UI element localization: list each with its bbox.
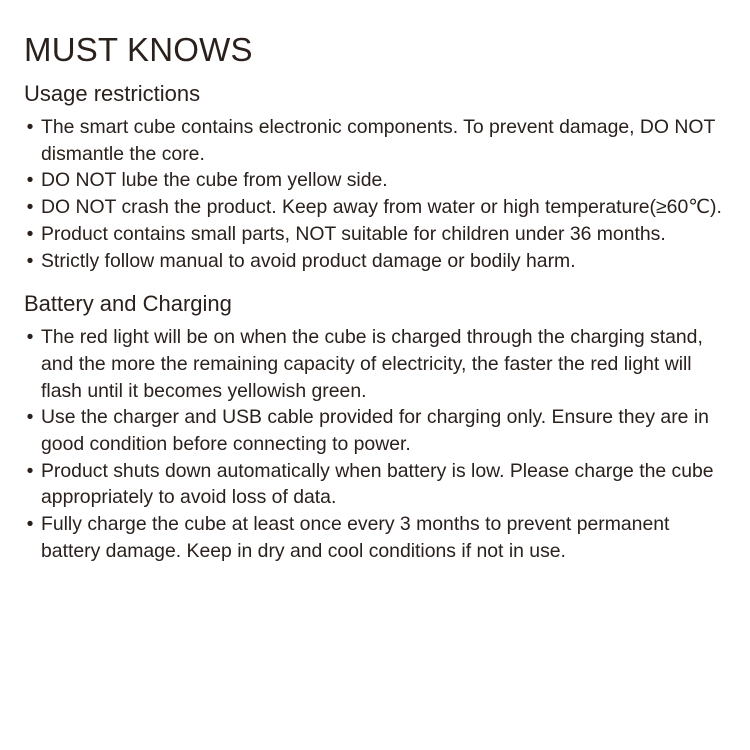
- bullet-icon: •: [26, 116, 34, 138]
- list-item: [24, 458, 730, 511]
- bullet-icon: •: [26, 222, 34, 245]
- bullet-icon: •: [26, 406, 34, 429]
- usage-restrictions-list: [24, 114, 730, 274]
- battery-charging-section: [24, 290, 730, 564]
- list-item-text: The smart cube contains electronic components. To prevent damage, DO NOT dismantle the core.: [41, 116, 715, 165]
- list-item-text: Use the charger and USB cable provided for charging only. Ensure they are in good condition before connecting to power.: [41, 406, 709, 456]
- list-item: [24, 248, 730, 275]
- bullet-icon: •: [26, 459, 34, 482]
- list-item-text: Product shuts down automatically when battery is low. Please charge the cube appropriately to avoid loss of data.: [41, 459, 714, 509]
- bullet-icon: •: [26, 326, 34, 349]
- bullet-icon: •: [26, 249, 34, 272]
- list-item: [24, 324, 730, 404]
- list-item-text: DO NOT crash the product. Keep away from water or high temperature(≥60℃).: [41, 196, 722, 219]
- section-heading: Usage restrictions: [24, 81, 201, 106]
- bullet-icon: •: [26, 196, 34, 219]
- list-item-text: DO NOT lube the cube from yellow side.: [41, 169, 388, 192]
- list-item-text: Strictly follow manual to avoid product damage or bodily harm.: [41, 249, 576, 272]
- list-item: [24, 511, 730, 564]
- usage-restrictions-section: [24, 80, 730, 274]
- manual-page: [24, 30, 730, 565]
- list-item-text: The red light will be on when the cube is charged through the charging stand, and the more the remaining capacity of electricity, the faster the red light will flash until it becomes yellowish green.: [41, 326, 703, 402]
- section-heading: Battery and Charging: [24, 291, 232, 317]
- bullet-icon: •: [26, 169, 34, 192]
- list-item: [24, 221, 730, 248]
- page-title: MUST KNOWS: [24, 31, 253, 68]
- list-item-text: Fully charge the cube at least once every 3 months to prevent permanent battery damage. Keep in dry and cool conditions if not in use.: [41, 513, 670, 562]
- bullet-icon: •: [26, 513, 34, 536]
- list-item: [24, 114, 730, 167]
- list-item: [24, 194, 730, 221]
- battery-charging-list: [24, 324, 730, 564]
- list-item: [24, 404, 730, 457]
- list-item: [24, 167, 730, 194]
- list-item-text: Product contains small parts, NOT suitable for children under 36 months.: [41, 222, 666, 245]
